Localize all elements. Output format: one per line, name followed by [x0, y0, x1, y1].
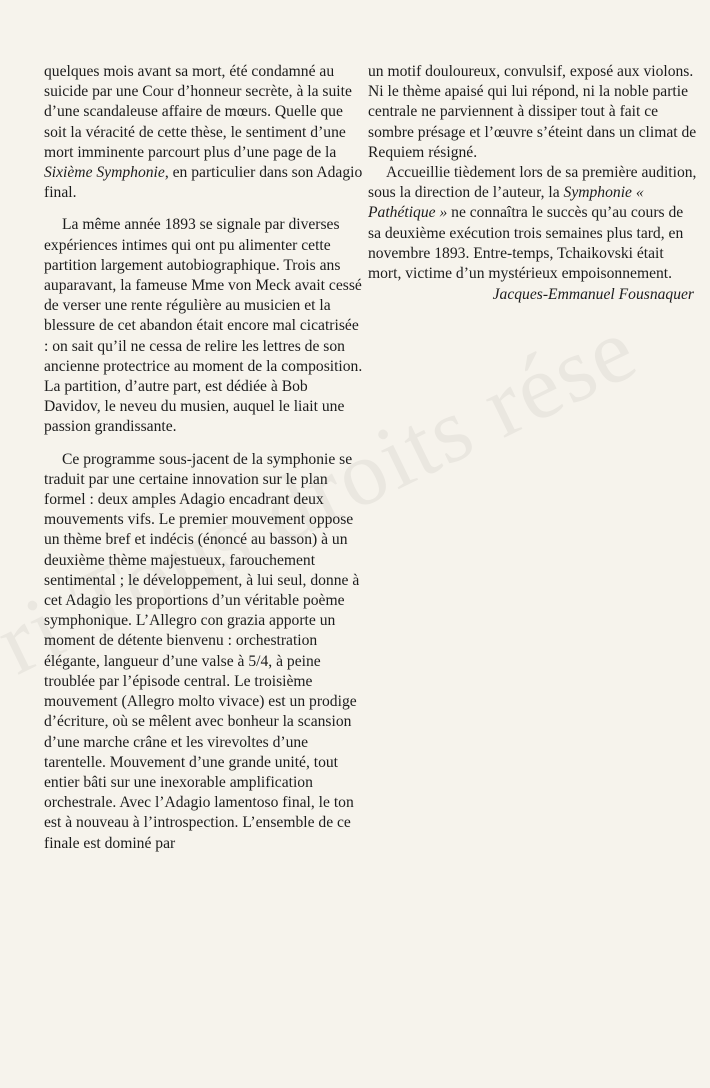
emphasis: Sixième Symphonie [44, 164, 165, 182]
paragraph: La même année 1893 se signale par diverses expériences intimes qui ont pu alimenter cette partition largement autobiographique. Trois ans auparavant, la fameuse Mme von Meck avait cessé de verser une rente régulière au musicien et la blessure de cet abandon était encore mal cicatrisée : on sait qu’il ne cessa de relire les lettres de son ancienne protectrice au moment de la composition. La partition, d’autre part, est dédiée à Bob Davidov, le neveu du musien, auquel le liait une passion grandissante. [44, 216, 363, 436]
paragraph: Ce programme sous-jacent de la symphonie se traduit par une certaine innovation sur le plan formel : deux amples Adagio encadrant deux mouvements vifs. Le premier mouvement oppose un thème bref et indécis (énoncé au basson) à un deuxième thème majestueux, farouchement sentimental ; le développement, à lui seul, donne à cet Adagio les proportions d’un véritable poème symphonique. L’Allegro con grazia apporte un moment de détente bienvenu : orchestration élégante, langueur d’une valse à 5/4, à peine troublée par l’épisode central. Le troisième mouvement (Allegro molto vivace) est un prodige d’écriture, où se mêlent avec bonheur la scansion d’une marche crâne et les virevoltes d’une tarentelle. Mouvement d’une grande unité, tout entier bâti sur une inexorable amplification orchestrale. Avec l’Adagio lamentoso final, le ton est à nouveau à l’introspection. L’ensemble de ce finale est dominé par [44, 450, 360, 852]
paragraph: un motif douloureux, convulsif, exposé aux violons. Ni le thème apaisé qui lui répond, ni la noble partie centrale ne parviennent à dissiper tout à fait ce sombre présage et l’œuvre s’éteint dans un climat de Requiem résigné. [368, 63, 697, 161]
author-signature: Jacques-Emmanuel Fousnaquer [492, 286, 694, 304]
paragraph: Accueillie tièdement lors de sa première audition, sous la direction de l’auteur, la Symphonie « Pathétique » ne connaîtra le succès qu’au cours de sa deuxième exécution trois semaines plus tard, en novembre 1893. Entre-temps, Tchaikovski était mort, victime d’un mystérieux empoisonnement. [368, 164, 697, 283]
paragraph: quelques mois avant sa mort, été condamné au suicide par une Cour d’honneur secrète, à la suite d’une scandaleuse affaire de mœurs. Quelle que soit la véracité de cette thèse, le sentiment d’une mort imminente parcourt plus d’une page de la Sixième Symphonie, en particulier dans son Adagio final. [44, 63, 363, 202]
right-column [368, 62, 700, 305]
emphasis: Symphonie « Pathétique » [368, 184, 644, 222]
left-column [44, 62, 366, 854]
